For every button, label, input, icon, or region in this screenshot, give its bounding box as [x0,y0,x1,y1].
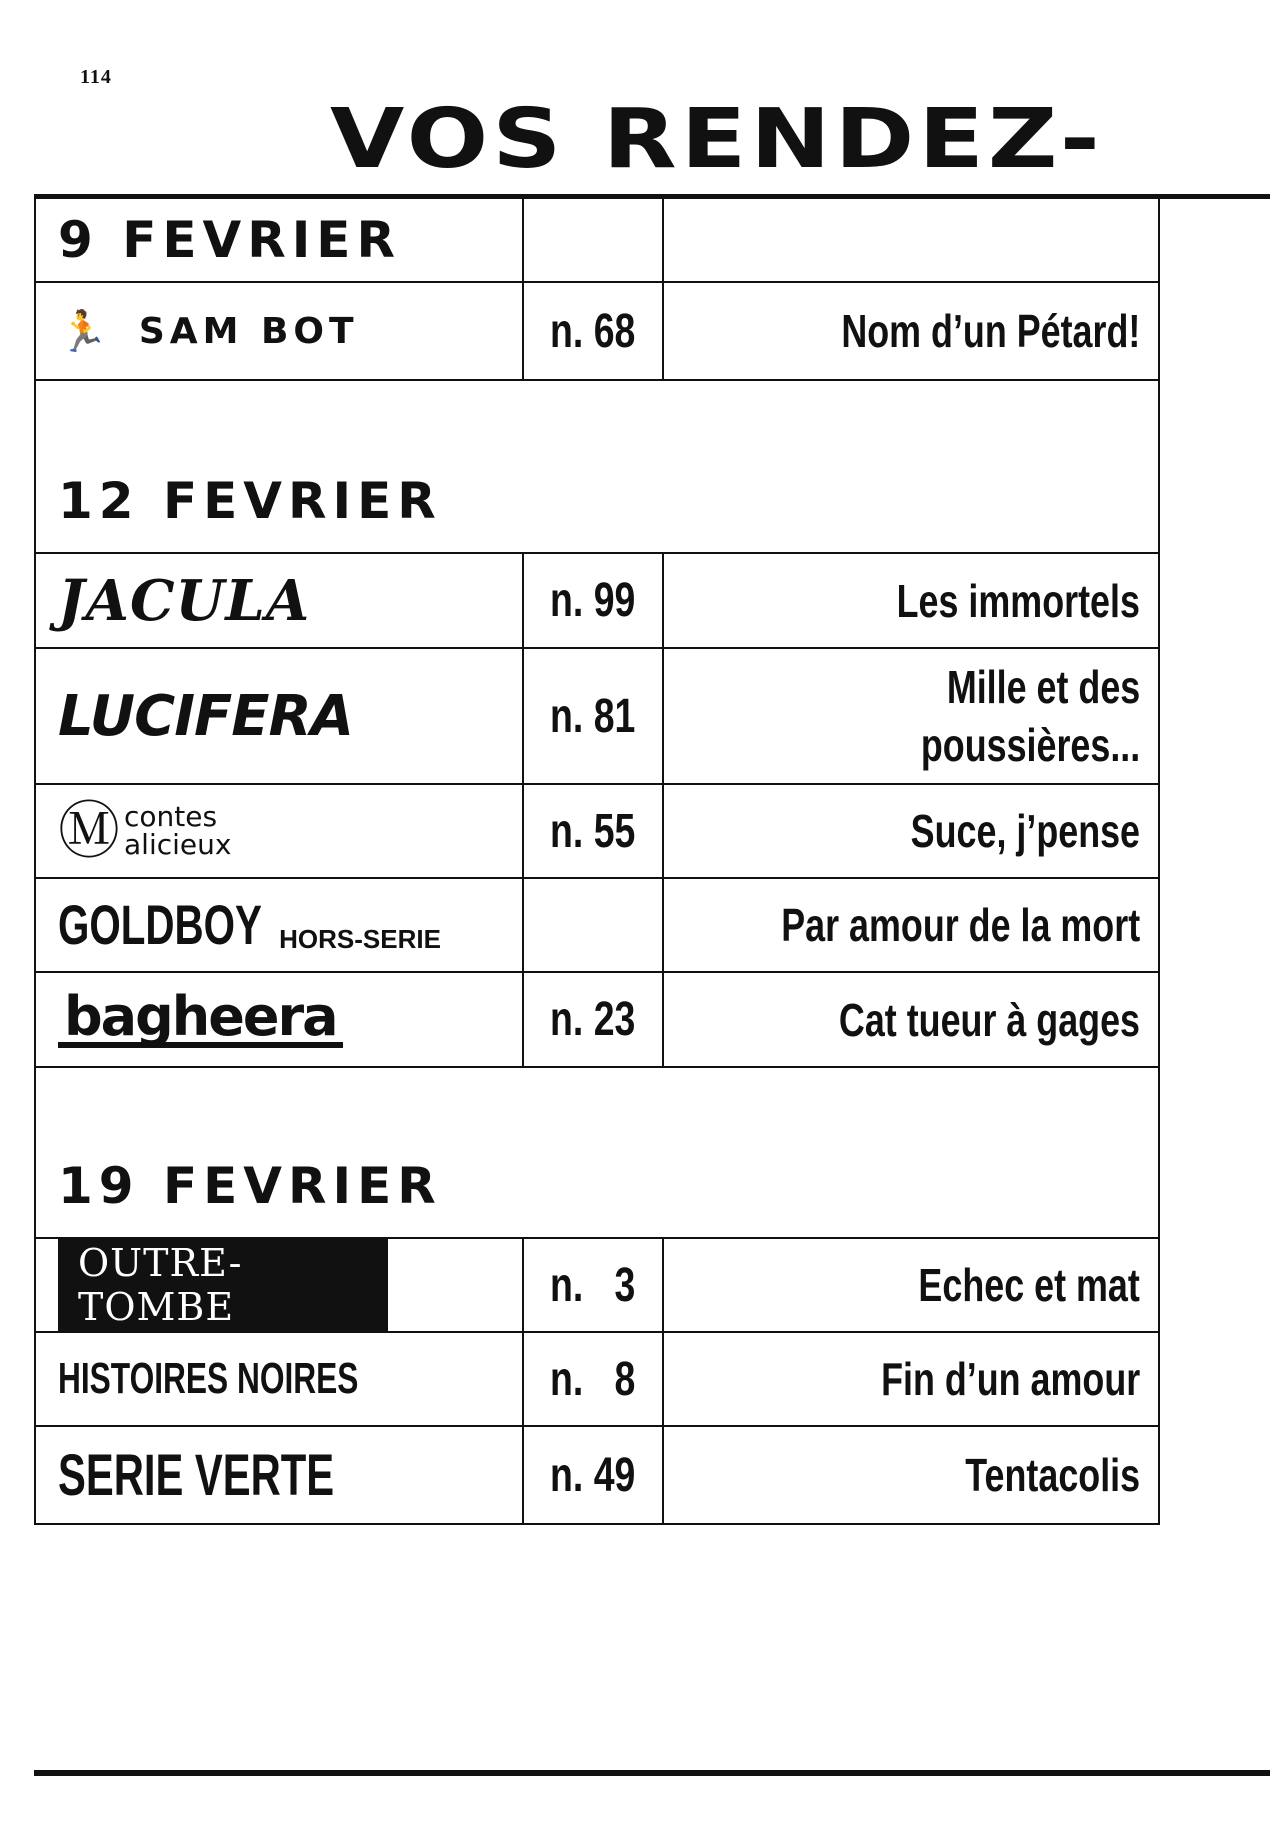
issue-number-cell [524,554,664,647]
table-row [34,649,1160,785]
story-title: Par amour de la mort [781,899,1140,951]
story-title: Tentacolis [965,1449,1140,1501]
issue-number-cell [524,1239,664,1331]
series-subtitle: HORS-SERIE [279,924,441,954]
cross-m-icon: Ⓜ [58,794,121,867]
issue-number-cell [524,973,664,1066]
series-title-cell [36,879,524,971]
issue-number: n. 3 [550,1258,636,1312]
issue-number-cell [524,649,664,783]
lucifera-logo: LUCIFERA [58,683,353,749]
table-row [34,1239,1160,1333]
story-title: Les immortels [896,574,1140,627]
date-heading: 12 FEVRIER [58,472,442,530]
story-title-cell [664,283,1160,379]
contes-malicieux-logo [58,794,232,867]
story-title: Suce, j’pense [910,805,1140,857]
story-title: Mille et des poussières... [920,661,1140,771]
logo-word-bottom: alicieux [124,828,232,861]
date-heading: 9 FEVRIER [58,211,401,269]
series-title-cell [36,554,524,647]
table-row [34,785,1160,879]
story-title-cell [664,1239,1160,1331]
series-title-cell [36,1333,524,1425]
schedule-table [34,199,1160,1525]
issue-number: n. 68 [550,304,636,358]
series-title-cell [36,283,524,379]
story-title-cell [664,879,1160,971]
story-title: Echec et mat [918,1259,1140,1311]
story-title: Cat tueur à gages [838,993,1140,1046]
date-row-19-fevrier [34,1068,1160,1239]
story-title: Nom d’un Pétard! [840,305,1140,357]
issue-number-cell [524,1427,664,1523]
bagheera-logo: bagheera [58,992,343,1048]
series-title: SERIE VERTE [58,1442,335,1508]
story-title-cell [664,1427,1160,1523]
series-title-cell [36,785,524,877]
series-title-cell [36,1427,524,1523]
table-row [34,1333,1160,1427]
story-title-cell [664,554,1160,647]
logo-word-top: contes [124,800,218,833]
page-number: 114 [80,66,112,88]
table-row [34,554,1160,649]
page-headline: VOS RENDEZ- [330,100,1104,179]
issue-number-cell [524,879,664,971]
table-row [34,1427,1160,1525]
issue-number: n. 23 [550,993,636,1046]
table-row [34,879,1160,973]
issue-number: n. 49 [550,1448,636,1502]
bottom-rule [34,1770,1270,1776]
running-man-icon: 🏃 [58,308,113,355]
series-title: GOLDBOY [58,893,262,956]
issue-number-cell [524,283,664,379]
date-heading: 19 FEVRIER [58,1157,442,1215]
story-title-cell [664,1333,1160,1425]
story-title-cell [664,785,1160,877]
series-title-cell [36,973,524,1066]
series-title: HISTOIRES NOIRES [58,1354,359,1403]
date-row-9-fevrier [34,199,1160,283]
table-row [34,973,1160,1068]
date-row-12-fevrier [34,381,1160,554]
goldboy-logo [58,895,441,955]
series-title-cell [36,1239,524,1331]
story-title: Fin d’un amour [880,1353,1140,1405]
story-title-cell [664,973,1160,1066]
issue-number: n. 99 [550,574,636,627]
issue-number-cell [524,785,664,877]
series-title-cell [36,649,524,783]
outre-tombe-logo: OUTRE-TOMBE [58,1239,388,1331]
story-title-cell [664,649,1160,783]
series-title: SAM BOT [138,310,359,352]
jacula-logo: JACULA [58,567,311,634]
sam-bot-logo [58,308,359,355]
table-row [34,283,1160,381]
issue-number: n. 8 [550,1352,636,1406]
issue-number: n. 81 [550,689,636,743]
issue-number: n. 55 [550,804,636,858]
issue-number-cell [524,1333,664,1425]
